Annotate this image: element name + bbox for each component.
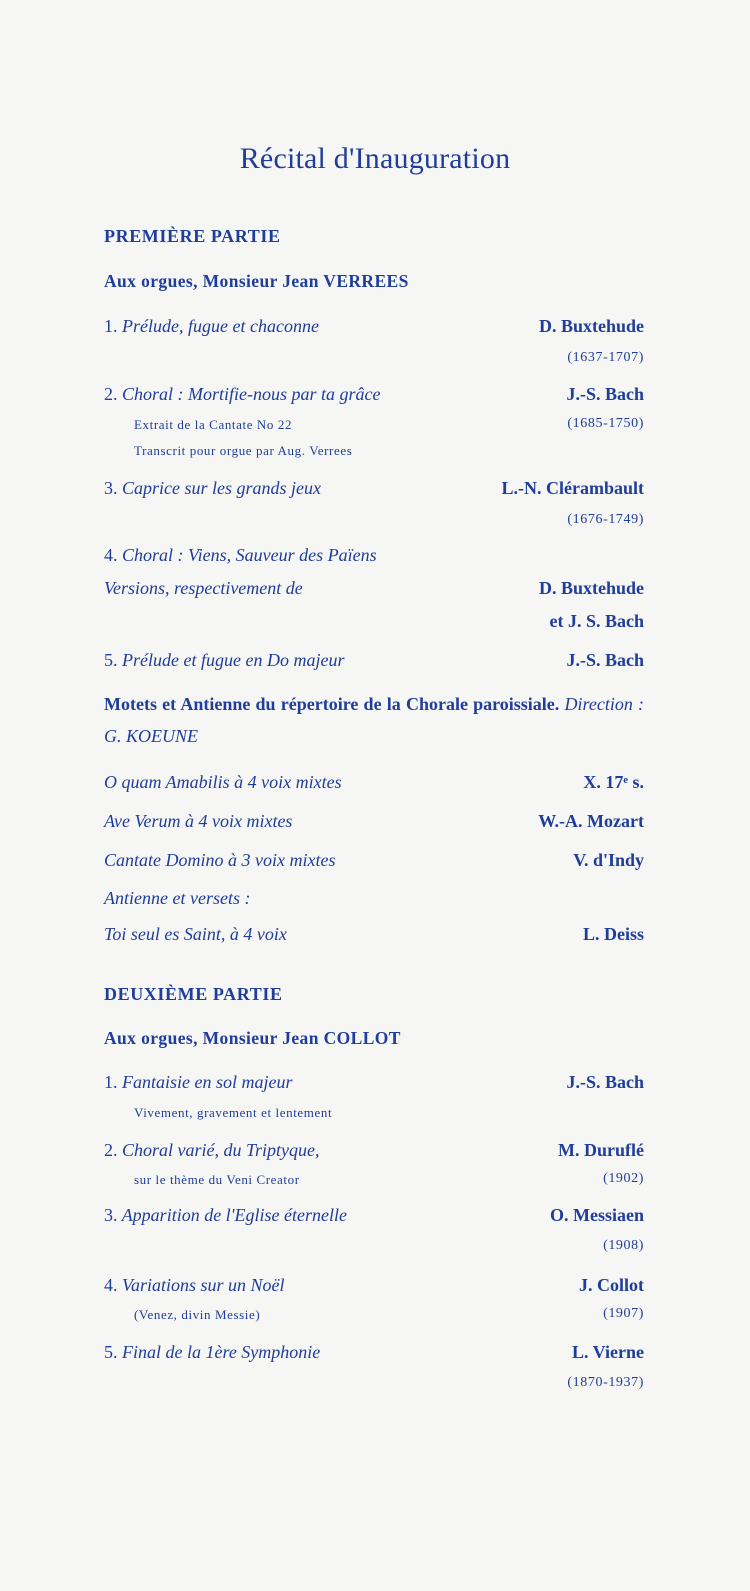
work-title: O quam Amabilis à 4 voix mixtes	[104, 772, 342, 792]
composer-dates: (1907)	[603, 1306, 644, 1321]
composer: M. Duruflé	[558, 1140, 644, 1160]
motet-item-continued	[104, 924, 644, 954]
composer: J. Collot	[579, 1275, 644, 1295]
work-title: Caprice sur les grands jeux	[122, 478, 321, 498]
composer: J.-S. Bach	[566, 1072, 644, 1092]
composer: V. d'Indy	[573, 850, 644, 870]
composer: L. Vierne	[572, 1342, 644, 1362]
item-number: 2.	[104, 1140, 118, 1160]
work-title: Ave Verum à 4 voix mixtes	[104, 811, 293, 831]
program-item	[104, 1072, 644, 1102]
program-item	[104, 384, 644, 414]
composer: L.-N. Clérambault	[501, 478, 644, 498]
composer: O. Messiaen	[550, 1205, 644, 1225]
work-title: Antienne et versets :	[104, 888, 251, 908]
program-item	[104, 1342, 644, 1372]
page-title: Récital d'Inauguration	[239, 142, 511, 175]
item-number: 4.	[104, 545, 118, 565]
program-item	[104, 545, 644, 575]
item-number: 5.	[104, 650, 118, 670]
section-heading-part1: PREMIÈRE PARTIE	[104, 226, 281, 246]
item-number: 1.	[104, 1072, 118, 1092]
program-item	[104, 1205, 644, 1235]
work-title: Apparition de l'Eglise éternelle	[121, 1205, 347, 1225]
work-title: Cantate Domino à 3 voix mixtes	[104, 850, 336, 870]
item-number: 1.	[104, 316, 118, 336]
work-title: Choral : Viens, Sauveur des Païens	[122, 545, 377, 565]
work-note: (Venez, divin Messie)	[134, 1307, 261, 1322]
work-title: Prélude et fugue en Do majeur	[122, 650, 345, 670]
chorale-direction: Direction : G. KOEUNE	[104, 694, 645, 746]
work-title: Variations sur un Noël	[122, 1275, 285, 1295]
work-note: Vivement, gravement et lentement	[134, 1105, 333, 1120]
composer: X. 17ᵉ s.	[583, 772, 644, 792]
motet-item	[104, 772, 644, 802]
motet-item	[104, 850, 644, 880]
chorale-intro	[104, 688, 644, 752]
program-item-continued	[104, 578, 644, 608]
work-note: Extrait de la Cantate No 22	[134, 417, 293, 432]
program-item	[104, 478, 644, 508]
program-item	[104, 1275, 644, 1305]
composer: et J. S. Bach	[549, 611, 644, 631]
composer-dates: (1870-1937)	[567, 1375, 644, 1390]
item-number: 3.	[104, 478, 118, 498]
work-title: Choral : Mortifie-nous par ta grâce	[122, 384, 381, 404]
work-subtitle: Versions, respectivement de	[104, 578, 303, 598]
chorale-text: Motets et Antienne du répertoire de la Chorale paroissiale.	[104, 694, 560, 714]
composer-dates: (1676-1749)	[567, 512, 644, 527]
composer-dates: (1908)	[603, 1238, 644, 1253]
work-title: Prélude, fugue et chaconne	[122, 316, 319, 336]
work-note: sur le thème du Veni Creator	[134, 1172, 300, 1187]
program-item	[104, 316, 644, 346]
performer-part1: Aux orgues, Monsieur Jean VERREES	[104, 271, 409, 291]
item-number: 2.	[104, 384, 118, 404]
work-title: Fantaisie en sol majeur	[122, 1072, 293, 1092]
work-note: Transcrit pour orgue par Aug. Verrees	[134, 443, 353, 458]
program-item	[104, 1140, 644, 1170]
section-heading-part2: DEUXIÈME PARTIE	[104, 984, 283, 1004]
composer-dates: (1685-1750)	[567, 416, 644, 431]
motet-item	[104, 888, 644, 918]
composer-dates: (1902)	[603, 1171, 644, 1186]
program-item-continued	[104, 611, 644, 641]
work-title: Final de la 1ère Symphonie	[122, 1342, 321, 1362]
item-number: 5.	[104, 1342, 118, 1362]
composer: L. Deiss	[582, 924, 644, 944]
composer: D. Buxtehude	[538, 316, 644, 336]
item-number: 3.	[104, 1205, 118, 1225]
motet-item	[104, 811, 644, 841]
program-item	[104, 650, 644, 680]
composer: J.-S. Bach	[566, 650, 644, 670]
work-subtitle: Toi seul es Saint, à 4 voix	[104, 924, 287, 944]
composer: J.-S. Bach	[566, 384, 644, 404]
composer-dates: (1637-1707)	[567, 350, 644, 365]
composer: W.-A. Mozart	[538, 811, 644, 831]
performer-part2: Aux orgues, Monsieur Jean COLLOT	[104, 1028, 401, 1048]
item-number: 4.	[104, 1275, 118, 1295]
work-title: Choral varié, du Triptyque,	[122, 1140, 320, 1160]
composer: D. Buxtehude	[538, 578, 644, 598]
